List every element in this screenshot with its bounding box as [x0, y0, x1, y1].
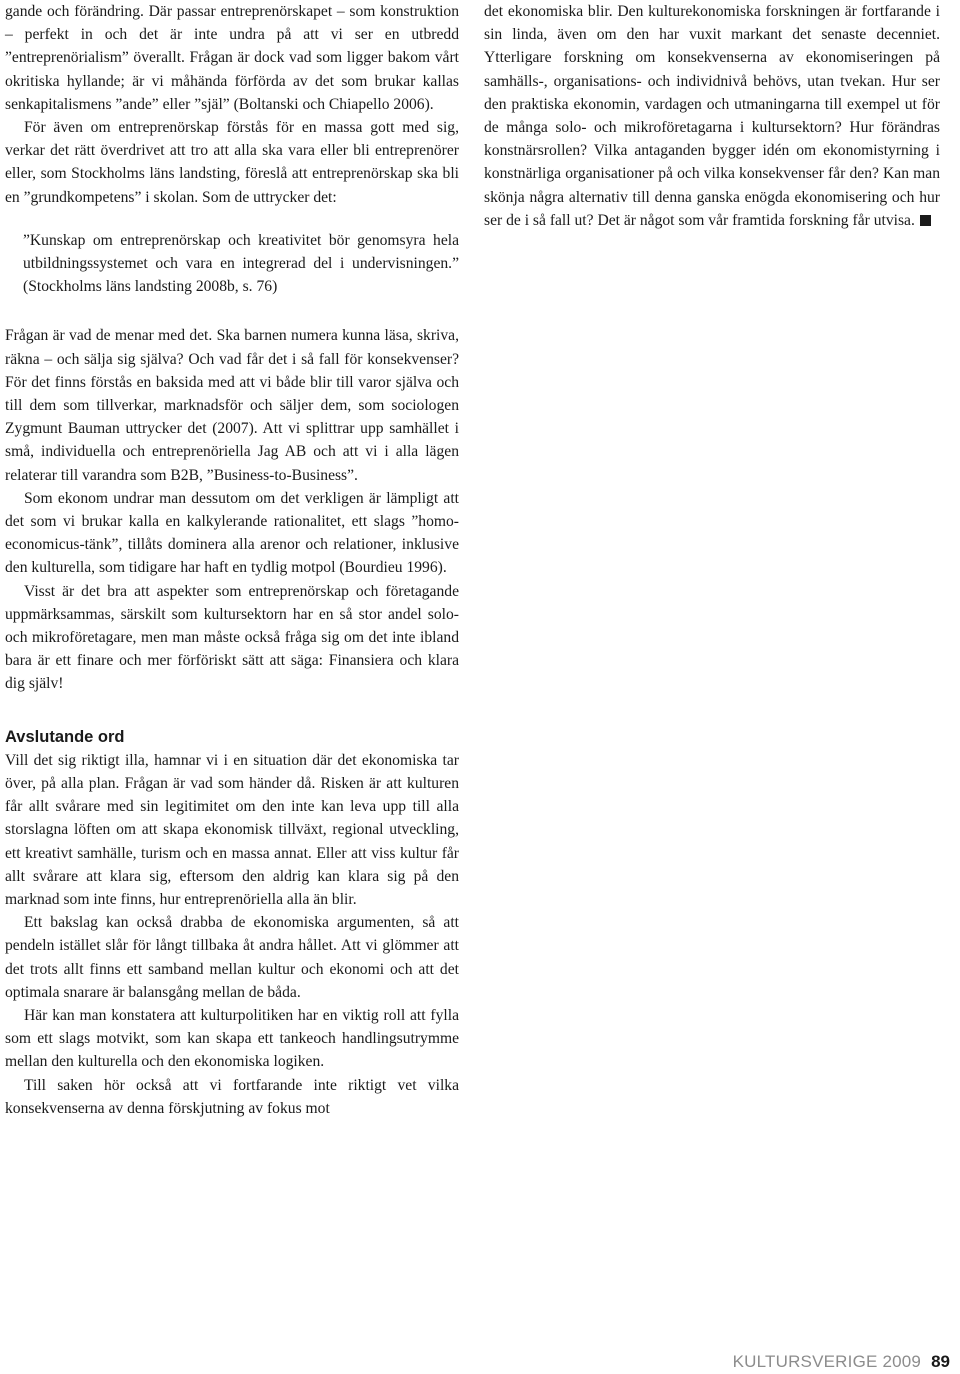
paragraph: gande och förändring. Där passar entreprenörskapet – som konstruktion – perfekt in och det är inte undra på att vi ser en utbredd ”entreprenörialism” överallt. Frågan är dock vad som ligger bakom vårt okritiska hyllande; är vi måhända förförda av det som brukar kallas senkapitalismens ”ande” eller ”själ” (Boltanski och Chiapello 2006).	[5, 3, 459, 113]
paragraph: Här kan man konstatera att kulturpolitiken har en viktig roll att fylla som ett slags motvikt, som kan skapa ett tankeoch handlingsutrymme mellan den kulturella och den ekonomiska logiken.	[5, 1006, 459, 1071]
paragraph: För även om entreprenörskap förstås för en massa gott med sig, verkar det rätt överdrivet att tro att alla ska vara eller bli entreprenörer eller, som Stockholms läns landsting, föreslå att entreprenörskap ska bli en ”grundkompetens” i skolan. Som de uttrycker det:	[5, 119, 459, 206]
left-column	[5, 0, 459, 1120]
page-number: 89	[931, 1352, 950, 1371]
paragraph: Till saken hör också att vi fortfarande inte riktigt vet vilka konsekvenserna av denna förskjutning av fokus mot	[5, 1076, 459, 1117]
section-heading: Avslutande ord	[5, 727, 125, 746]
block-quote: ”Kunskap om entreprenörskap och kreativitet bör genomsyra hela utbildningssystemet och vara en integrerad del i undervisningen.” (Stockholms läns landsting 2008b, s. 76)	[23, 231, 459, 296]
end-of-article-icon	[920, 215, 931, 226]
paragraph-text: det ekonomiska blir. Den kulturekonomiska forskningen är fortfarande i sin linda, även om den har vuxit markant det senaste decenniet. Ytterligare forskning om konsekvenserna av ekonomiseringen på samhälls-, organisations- och individnivå behövs, utan tvekan. Hur ser den praktiska ekonomin, vardagen och utmaningarna till exempel ut för de många solo- och mikroföretagarna i kultursektorn? Hur förändras konstnärsrollen? Vilka antaganden bygger idén om ekonomistyrning i konstnärliga organisationer på och vilka konsekvenser får den? Kan man skönja några alternativ till denna ganska enögda ekonomisering och hur ser de i så fall ut? Det är något som vår framtida forskning får utvisa.	[484, 3, 940, 229]
paragraph: Visst är det bra att aspekter som entreprenörskap och företagande uppmärksammas, särskilt som kultursektorn har en så stor andel solo- och mikroföretagare, men man måste också fråga sig om det inte ibland bara är ett finare och mer förföriskt sätt att säga: Finansiera och klara dig själv!	[5, 582, 459, 693]
page-footer	[733, 1352, 950, 1374]
paragraph: Som ekonom undrar man dessutom om det verkligen är lämpligt att det som vi brukar kalla en kalkylerande rationalitet, ett slags ”homo-economicus-tänk”, tillåts dominera alla arenor och relationer, inklusive den kulturella, som tidigare har haft en tydlig motpol (Bourdieu 1996).	[5, 489, 459, 577]
paragraph-final	[484, 0, 940, 232]
paragraph: Frågan är vad de menar med det. Ska barnen numera kunna läsa, skriva, räkna – och sälja sig själva? Och vad får det i så fall för konsekvenser? För det finns förstås en baksida med att vi både blir till varor själva och till dem som tillverkar, marknadsför och säljer dem, som sociologen Zygmunt Bauman uttrycker det (2007). Att vi splittrar upp samhället i små, individuella och entreprenöriella Jag AB och att vi i alla lägen relaterar till varandra som B2B, ”Business-to-Business”.	[5, 327, 459, 484]
paragraph: Ett bakslag kan också drabba de ekonomiska argumenten, så att pendeln istället slår för långt tillbaka åt andra hållet. Att vi glömmer att det trots allt finns ett samband mellan kultur och ekonomi och att det optimala snarare är balansgång mellan de båda.	[5, 914, 459, 1001]
magazine-name: KULTURSVERIGE 2009	[732, 1352, 922, 1371]
right-column	[484, 0, 940, 232]
paragraph: Vill det sig riktigt illa, hamnar vi i en situation där det ekonomiska tar över, på alla plan. Frågan är vad som händer då. Risken är att kulturen får allt svårare med sin legitimitet om den inte kan leva upp till alla storslagna löften om att skapa ekonomisk tillväxt, regional utveckling, ett kreativt samhälle, turism och en massa annat. Eller att viss kultur får allt svårare att klara sig, eftersom den aldrig kan klara sig på den marknad som inte finns, hur entreprenöriella alla än blir.	[5, 751, 459, 908]
